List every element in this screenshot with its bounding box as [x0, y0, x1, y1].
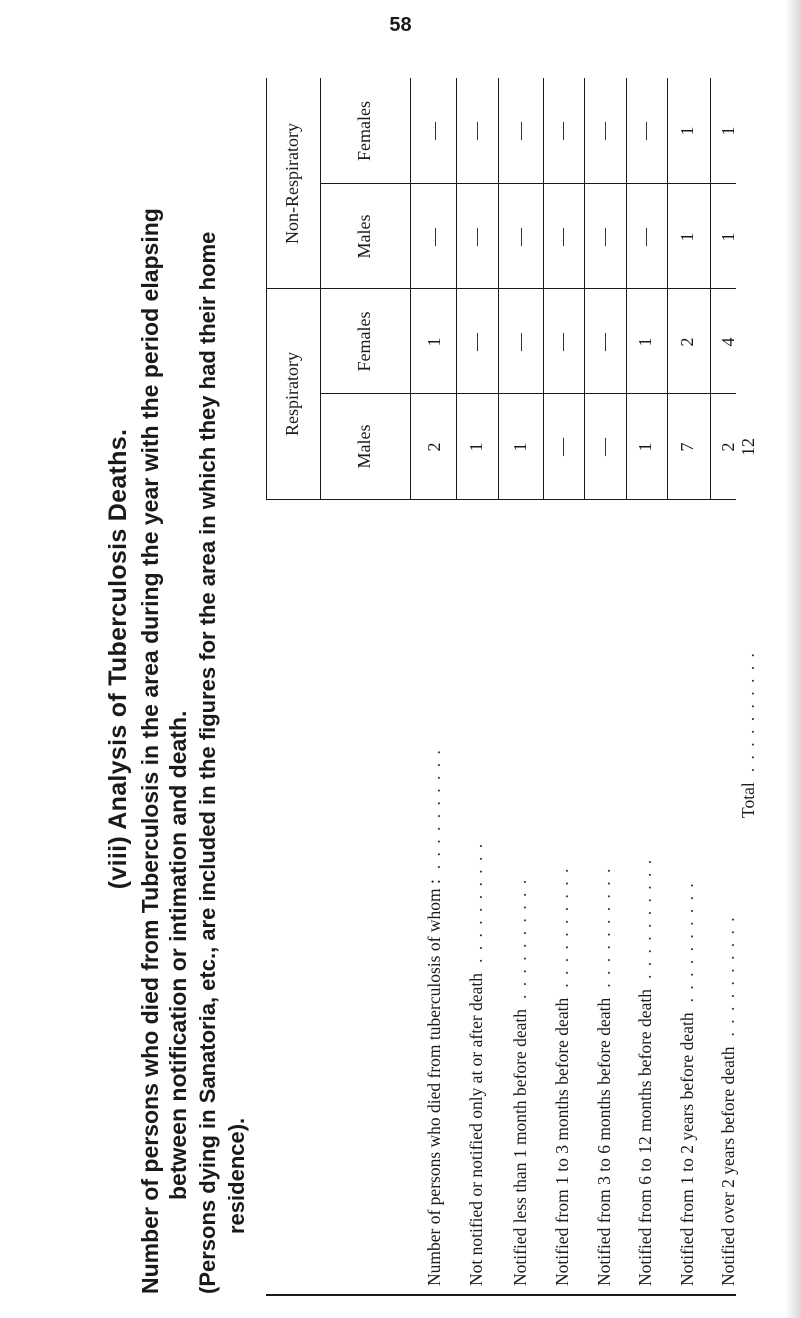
- leader-dots: . . . . . . . . . .: [677, 881, 697, 1003]
- total-row: [738, 651, 759, 818]
- cell-value: —: [510, 333, 530, 351]
- leader-dots: . . . . . . . . . .: [718, 915, 738, 1037]
- page-number: 58: [389, 14, 412, 36]
- leader-dots: . . . . . . . . . .: [635, 857, 655, 980]
- cell-value: —: [594, 438, 614, 456]
- cell-value: 1: [718, 126, 738, 136]
- cell-value: 2: [677, 337, 697, 347]
- leader-dots: . . . . . . . . . .: [552, 866, 572, 988]
- subheader-nonresp-males: Males: [354, 214, 374, 259]
- group-header-respiratory: Respiratory: [282, 352, 302, 436]
- cell-value: 1: [677, 232, 697, 242]
- cell-value: —: [552, 333, 572, 351]
- row-label: Notified less than 1 month before death: [510, 1008, 530, 1286]
- cell-value: 7: [677, 442, 697, 452]
- cell-value: —: [552, 122, 572, 140]
- row-label: Notified from 1 to 2 years before death: [677, 1012, 697, 1286]
- subheader-resp-males: Males: [354, 424, 374, 469]
- cell-value: 2: [424, 442, 444, 452]
- leader-dots: . . . . . . . . . .: [424, 748, 444, 870]
- table-row: [718, 915, 739, 1286]
- cell-value: 1: [424, 337, 444, 347]
- cell-value: —: [510, 122, 530, 140]
- cell-value: 1: [635, 337, 655, 347]
- cell-value: —: [466, 228, 486, 246]
- leader-dots: . . . . . . . . . .: [466, 841, 486, 964]
- leader-dots: . . . . . . . . . .: [738, 651, 758, 773]
- row-rule: [710, 78, 711, 499]
- cell-value: —: [635, 228, 655, 246]
- table-row: [635, 858, 656, 1286]
- cell-value: —: [466, 333, 486, 351]
- row-rule: [626, 78, 627, 499]
- cell-value: 1: [466, 442, 486, 452]
- row-rule: [667, 78, 668, 499]
- leader-dots: . . . . . . . . . .: [510, 877, 530, 999]
- row-label: Number of persons who died from tuberculosis of whom :: [424, 879, 444, 1286]
- cell-value: 2: [718, 442, 738, 452]
- cell-value: —: [510, 228, 530, 246]
- total-label: Total: [738, 782, 758, 818]
- row-rule: [584, 78, 585, 499]
- heading-line-3: (Persons dying in Sanatoria, etc., are included in the figures for the area in which they had their home: [195, 231, 220, 1294]
- col-divider-3: [320, 183, 736, 184]
- cell-value: —: [594, 228, 614, 246]
- total-value: 12: [738, 438, 758, 456]
- leader-dots: . . . . . . . . . .: [594, 866, 614, 988]
- cell-value: 1: [677, 126, 697, 136]
- row-label: Notified from 1 to 3 months before death: [552, 997, 572, 1286]
- tuberculosis-table: [266, 78, 736, 1296]
- section-title: (viii) Analysis of Tuberculosis Deaths.: [104, 428, 132, 890]
- group-divider: [266, 288, 736, 289]
- table-row: [552, 867, 573, 1286]
- heading-line-1: Number of persons who died from Tuberculosis in the area during the year with the period elapsing: [137, 208, 163, 1294]
- row-label: Not notified or notified only at or after death: [466, 973, 486, 1286]
- heading-line-4: residence).: [224, 1117, 249, 1234]
- cell-value: —: [424, 122, 444, 140]
- cell-value: —: [552, 228, 572, 246]
- cell-value: —: [552, 438, 572, 456]
- cell-value: —: [594, 333, 614, 351]
- cell-value: 1: [718, 232, 738, 242]
- cell-value: 1: [510, 442, 530, 452]
- cell-value: 1: [635, 442, 655, 452]
- subheader-resp-females: Females: [354, 311, 374, 372]
- cell-value: —: [635, 122, 655, 140]
- cell-value: 4: [718, 337, 738, 347]
- cell-value: —: [594, 122, 614, 140]
- row-label: Notified from 6 to 12 months before death: [635, 989, 655, 1286]
- row-rule: [498, 78, 499, 499]
- table-row: [677, 881, 698, 1286]
- row-label: Notified from 3 to 6 months before death: [594, 997, 614, 1286]
- label-column-divider: [266, 499, 736, 500]
- group-header-non-respiratory: Non-Respiratory: [282, 123, 302, 244]
- table-row: [594, 867, 615, 1286]
- heading-line-2: between notification or intimation and death.: [165, 710, 191, 1200]
- cell-value: —: [424, 228, 444, 246]
- table-left-border: [266, 1294, 736, 1296]
- col-divider-1: [320, 393, 736, 394]
- subheader-nonresp-females: Females: [354, 101, 374, 161]
- row-rule: [543, 78, 544, 499]
- table-row: [466, 842, 487, 1286]
- table-row: [510, 878, 531, 1286]
- row-rule: [456, 78, 457, 499]
- row-label: Notified over 2 years before death: [718, 1046, 738, 1286]
- cell-value: —: [466, 122, 486, 140]
- table-row: [424, 748, 445, 1286]
